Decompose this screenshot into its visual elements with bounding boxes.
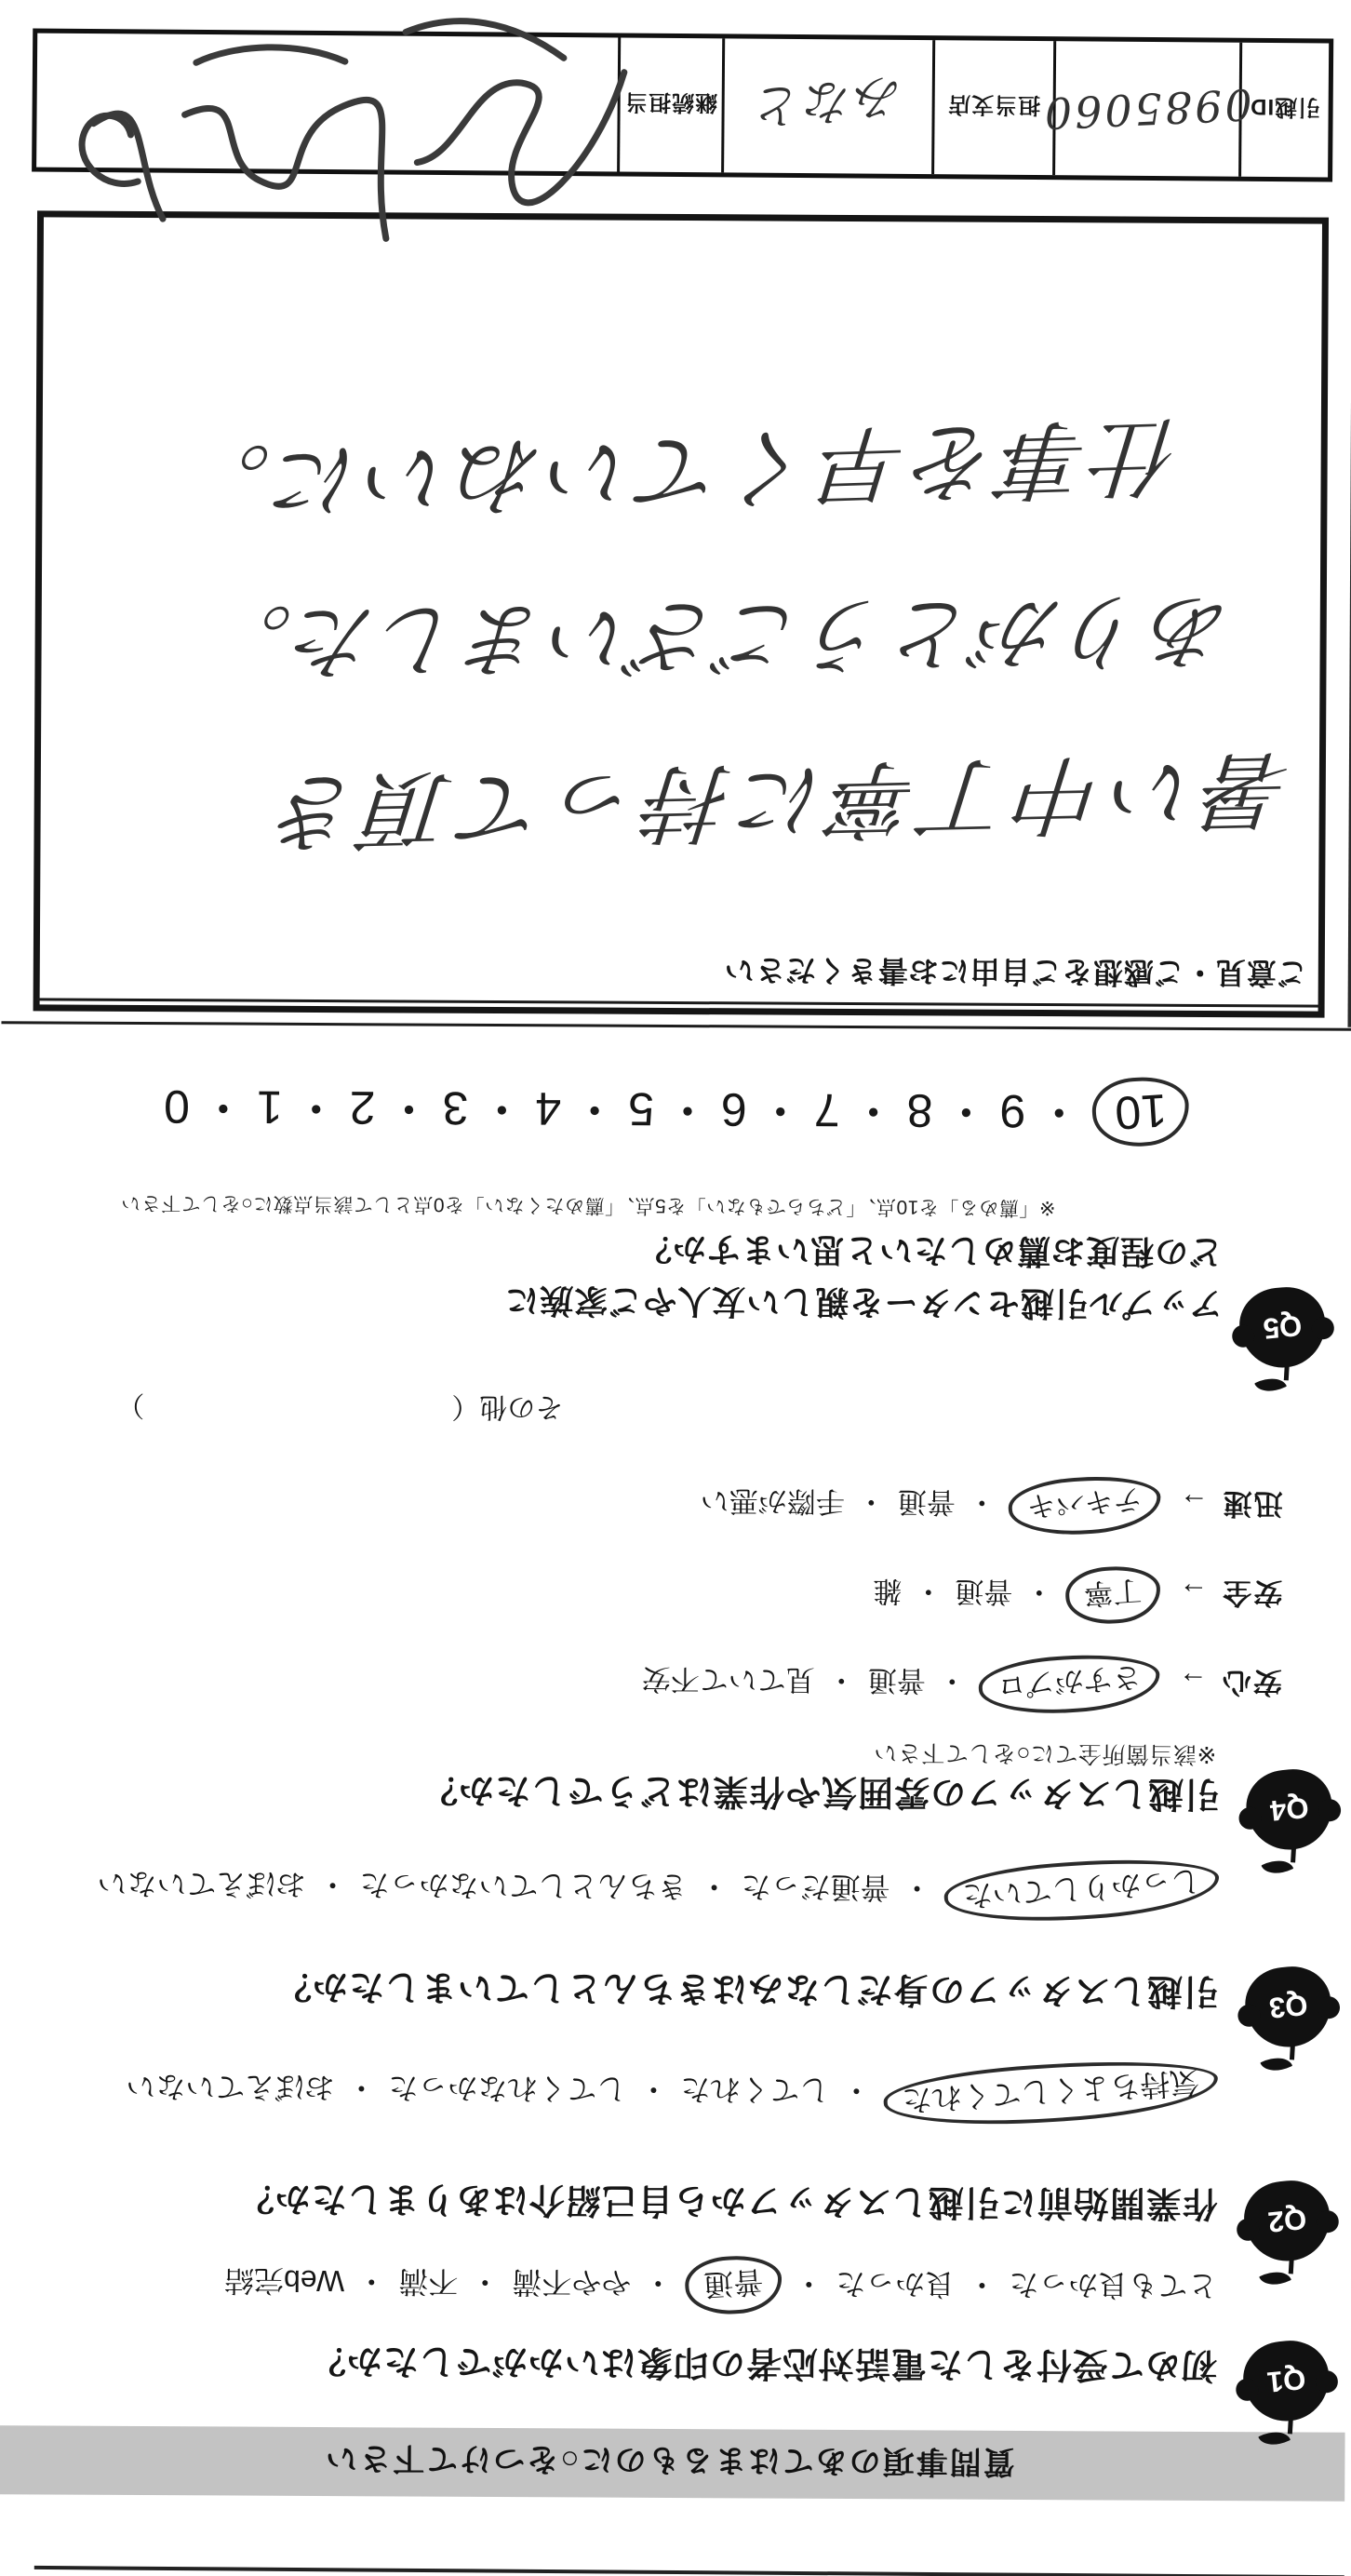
option-choice: 普通 — [867, 1664, 926, 1697]
option-choice: きちんとしていなかった — [359, 1868, 688, 1904]
option-choice: 雑 — [873, 1575, 903, 1608]
option-choice: 2 — [349, 1081, 376, 1134]
arrow-right-icon: → — [1179, 1576, 1209, 1610]
q1-apple-icon — [1238, 2337, 1337, 2448]
option-selected-circled: テキパキ — [1007, 1472, 1163, 1538]
option-choice: やや不満 — [512, 2265, 632, 2300]
q3-badge: Q3 — [1267, 1988, 1309, 2025]
option-separator-dot: ・ — [1036, 1085, 1083, 1138]
option-separator-dot: ・ — [849, 1083, 897, 1137]
option-choice: 普通だった — [741, 1870, 890, 1905]
q2-badge: Q2 — [1266, 2202, 1308, 2239]
option-choice: 普通 — [955, 1575, 1013, 1608]
option-separator-dot: ・ — [794, 2266, 824, 2301]
option-separator-dot: ・ — [292, 1080, 340, 1134]
option-choice: おぼえていない — [97, 1866, 306, 1901]
option-separator-dot: ・ — [571, 1082, 619, 1135]
option-separator-dot: ・ — [478, 1081, 526, 1135]
arrow-right-icon: → — [1178, 1665, 1208, 1698]
q5-note: ※「薦める」を10点、「どちらでもない」を5点、「薦めたくない」を0点として該当点数に○をして下さい — [120, 1191, 1056, 1219]
option-selected-circled: 10 — [1090, 1074, 1191, 1149]
option-separator-dot: ・ — [826, 1663, 856, 1697]
option-separator-dot: ・ — [317, 1867, 348, 1902]
q1-options-row — [224, 2253, 1218, 2316]
q4-row-anshin-options — [641, 1660, 1160, 1703]
option-choice: 7 — [813, 1083, 840, 1136]
option-separator-dot: ・ — [643, 2265, 674, 2301]
option-separator-dot: ・ — [756, 1083, 804, 1136]
option-separator-dot: ・ — [943, 1084, 990, 1137]
option-choice: 不満 — [398, 2264, 459, 2299]
q5-badge: Q5 — [1262, 1308, 1304, 1346]
q4-other-open-label: その他（ — [451, 1390, 564, 1423]
option-selected-circled: しっかりしていた — [943, 1853, 1221, 1928]
signature-scribble — [56, 0, 653, 296]
option-choice: してくれた — [680, 2073, 830, 2107]
q4-note: ※該当箇所全てに○をして下さい — [873, 1739, 1217, 1768]
move-id-label: 引越ID — [1250, 94, 1321, 120]
q4-other-field — [116, 1388, 563, 1431]
option-choice: おぼえていない — [126, 2069, 335, 2105]
q3-apple-icon — [1240, 1963, 1339, 2073]
handwritten-comment-line-3: 仕事を早くていねいに。 — [176, 404, 1184, 535]
q4-row-anshin-label: 安心 — [1220, 1666, 1282, 1699]
branch-value-cell — [721, 38, 932, 174]
option-selected-circled: さすがプロ — [977, 1650, 1162, 1718]
q4-row-anzen — [873, 1565, 1282, 1624]
q2-apple-icon — [1238, 2177, 1337, 2288]
option-separator-dot: ・ — [856, 1485, 886, 1519]
option-selected-circled: 普通 — [683, 2253, 783, 2317]
q2-options-row — [126, 2059, 1218, 2123]
q1-badge: Q1 — [1265, 2362, 1307, 2399]
apple-leaf-icon — [1259, 2264, 1291, 2291]
comment-box-header: ご意見・ご感想をご自由にお書きください — [723, 953, 1307, 990]
q4-row-jinsoku — [701, 1475, 1283, 1535]
q4-other-close-label: ） — [116, 1389, 145, 1421]
q3-question-text: 引越しスタッフの身だしなみはきちんとしていましたか？ — [274, 1966, 1220, 2011]
option-separator-dot: ・ — [199, 1080, 247, 1134]
q4-row-anshin — [642, 1654, 1282, 1714]
option-choice: とても良かった — [1009, 2267, 1218, 2303]
instruction-banner — [0, 2425, 1345, 2502]
q5-question-line2: どの程度お薦めしたいと思いますか？ — [637, 1229, 1224, 1272]
q4-badge: Q4 — [1268, 1791, 1311, 1828]
option-selected-circled: 気持ちよくしてくれた — [882, 2054, 1220, 2133]
option-separator-dot: ・ — [346, 2071, 377, 2105]
continuity-label: 継続担当 — [624, 89, 718, 115]
nps-scale-row — [1, 1071, 1351, 1150]
option-choice: 0 — [163, 1080, 191, 1134]
option-choice: してくれなかった — [388, 2071, 627, 2106]
option-separator-dot: ・ — [937, 1664, 967, 1697]
option-choice: 8 — [906, 1084, 933, 1137]
option-separator-dot: ・ — [663, 1082, 712, 1136]
option-separator-dot: ・ — [699, 1870, 729, 1904]
apple-leaf-icon — [1254, 1371, 1287, 1398]
scan-horizontal-line — [1, 1021, 1351, 1031]
q4-row-jinsoku-options — [700, 1483, 1161, 1523]
q5-question-line1: アップル引越センターを親しい友人やご家族に — [504, 1281, 1224, 1324]
arrow-right-icon: → — [1179, 1486, 1209, 1521]
handwritten-comment-line-1: 暑い中丁寧に持って頂き — [264, 738, 1295, 863]
option-choice: 普通 — [897, 1485, 956, 1519]
option-separator-dot: ・ — [914, 1575, 943, 1608]
option-choice: 6 — [720, 1083, 747, 1136]
scan-edge-line — [34, 2566, 1344, 2576]
comment-box — [33, 210, 1329, 1017]
option-separator-dot: ・ — [967, 1485, 997, 1519]
q2-question-text: 作業開始前に引越しスタッフから自己紹介はありましたか？ — [237, 2178, 1218, 2223]
q4-row-anzen-label: 安全 — [1221, 1576, 1283, 1610]
option-separator-dot: ・ — [638, 2072, 669, 2106]
move-id-value-cell — [1041, 41, 1254, 177]
option-choice: 手際が悪い — [700, 1484, 845, 1518]
q4-apple-icon — [1241, 1765, 1340, 1876]
q4-other-blank — [144, 1396, 451, 1398]
option-separator-dot: ・ — [470, 2264, 501, 2300]
option-separator-dot: ・ — [356, 2264, 387, 2299]
option-choice: 5 — [628, 1082, 655, 1135]
move-id-handwritten-value: 0985060 — [1041, 78, 1254, 139]
apple-leaf-icon — [1261, 1854, 1293, 1881]
option-separator-dot: ・ — [1024, 1575, 1054, 1609]
q5-apple-icon — [1234, 1283, 1332, 1394]
scan-edge-shadow — [1347, 309, 1351, 1027]
option-choice: 9 — [999, 1084, 1026, 1137]
apple-leaf-icon — [1260, 2051, 1292, 2078]
option-separator-dot: ・ — [385, 1081, 433, 1134]
q1-question-text: 初めて受付をした電話対応者の印象はいかがでしたか？ — [309, 2340, 1218, 2385]
option-separator-dot: ・ — [902, 1871, 932, 1905]
option-separator-dot: ・ — [841, 2073, 872, 2108]
handwritten-comment-line-2: ありがとうございました。 — [200, 582, 1237, 691]
option-choice: 4 — [535, 1082, 562, 1135]
option-choice: 1 — [256, 1080, 283, 1134]
q4-question-text: 引越しスタッフの雰囲気や作業はどうでしたか？ — [421, 1769, 1221, 1814]
option-choice: 3 — [442, 1081, 469, 1134]
instruction-banner-text: 質問事項のあてはまるものに○をつけて下さい — [324, 2440, 1015, 2480]
option-choice: 良かった — [836, 2266, 956, 2301]
option-separator-dot: ・ — [967, 2267, 997, 2301]
q4-row-anzen-options — [873, 1575, 1160, 1609]
q4-row-jinsoku-label: 迅速 — [1221, 1487, 1283, 1521]
branch-label-cell — [931, 40, 1053, 175]
q3-options-row — [97, 1857, 1219, 1920]
option-selected-circled: 丁寧 — [1063, 1563, 1162, 1626]
option-choice: Web完結 — [223, 2263, 345, 2299]
branch-handwritten-value: みなと — [750, 67, 905, 136]
option-choice: 見ていて不安 — [641, 1662, 815, 1697]
branch-label: 担当支店 — [947, 91, 1041, 118]
